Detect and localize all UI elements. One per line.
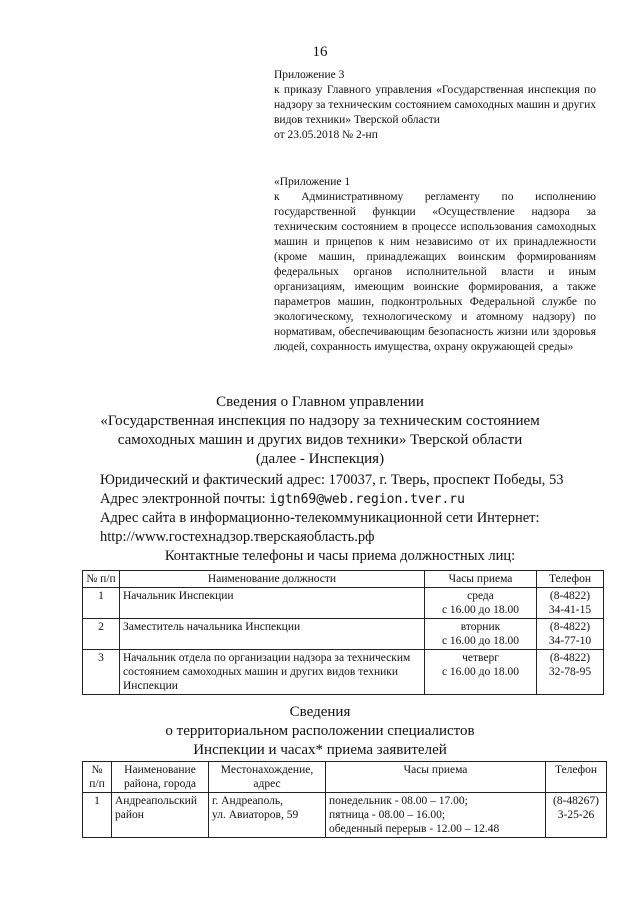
appendix-3-block (274, 68, 596, 143)
info-heading-line: самоходных машин и других видов техники» Тверской области (117, 432, 523, 448)
cell-hours (425, 588, 537, 619)
contacts-table (82, 570, 604, 695)
appendix-3-text: к приказу Главного управления «Государственная инспекция по надзору за техническим состоянием самоходных машин и других видов техники» Тверской области (274, 84, 596, 126)
phone-number: 34-41-15 (548, 604, 592, 616)
info-heading-line: (далее - Инспекция) (255, 451, 385, 467)
cell-day: вторник (460, 621, 501, 633)
cell-hours (425, 650, 537, 695)
info-heading-line: Сведения о Главном управлении (216, 394, 424, 410)
hours-line: обеденный перерыв - 12.00 – 12.48 (329, 823, 500, 835)
cell-position: Начальник отдела по организации надзора за техническим состоянием самоходных машин и других видов техники Инспекции (120, 650, 425, 695)
table-row (83, 588, 604, 619)
site-label: Адрес сайта в информационно-телекоммуникационной сети Интернет: (100, 510, 540, 526)
hours-line: понедельник - 08.00 – 17.00; (329, 795, 468, 807)
cell-time: с 16.00 до 18.00 (441, 604, 520, 616)
info-heading (60, 393, 580, 469)
table-row (83, 619, 604, 650)
header-phone: Телефон (546, 762, 607, 793)
phone-number: 3-25-26 (557, 809, 595, 821)
header-phone: Телефон (537, 571, 604, 588)
cell-num: 1 (83, 588, 120, 619)
contacts-title: Контактные телефоны и часы приема должностных лиц: (164, 548, 516, 564)
cell-hours (425, 619, 537, 650)
territorial-heading (60, 703, 580, 760)
header-address: Местонахождение, адрес (209, 762, 326, 793)
info-heading-line: «Государственная инспекция по надзору за техническим состоянием (100, 413, 540, 429)
phone-code: (8-4822) (549, 621, 591, 633)
header-district: Наименование района, города (112, 762, 209, 793)
appendix-3-date: от 23.05.2018 № 2-нп (274, 129, 378, 141)
territorial-heading-line: о территориальном расположении специалистов (165, 723, 475, 739)
header-num: № п/п (83, 762, 112, 793)
cell-num: 3 (83, 650, 120, 695)
header-hours: Часы приема (425, 571, 537, 588)
email-link[interactable]: igtn69@web.region.tver.ru (269, 492, 465, 507)
appendix-3-title: Приложение 3 (274, 69, 345, 81)
header-hours: Часы приема (326, 762, 546, 793)
cell-num: 2 (83, 619, 120, 650)
territorial-table (82, 761, 607, 838)
cell-position: Заместитель начальника Инспекции (120, 619, 425, 650)
phone-number: 32-78-95 (548, 666, 592, 678)
address-line: г. Андреаполь, (212, 795, 284, 807)
territorial-heading-line: Инспекции и часах* приема заявителей (193, 742, 447, 758)
email-row (100, 490, 580, 509)
address-block (100, 471, 580, 547)
territorial-heading-line: Сведения (289, 704, 351, 720)
phone-number: 34-77-10 (548, 635, 592, 647)
cell-address (209, 793, 326, 838)
cell-phone (537, 619, 604, 650)
appendix-1-block (274, 175, 596, 355)
site-link[interactable]: http://www.гостехнадзор.тверскаяобласть.рф (100, 529, 375, 545)
phone-code: (8-4822) (549, 590, 591, 602)
cell-time: с 16.00 до 18.00 (441, 666, 520, 678)
cell-num: 1 (83, 793, 112, 838)
hours-line: пятница - 08.00 – 16.00; (329, 809, 446, 821)
table-row (83, 793, 607, 838)
cell-district: Андреапольский район (112, 793, 209, 838)
page-number: 16 (312, 44, 328, 60)
cell-phone (537, 588, 604, 619)
cell-day: четверг (462, 652, 499, 664)
cell-day: среда (467, 590, 494, 602)
phone-code: (8-4822) (549, 652, 591, 664)
table-header-row (83, 571, 604, 588)
phone-code: (8-48267) (553, 795, 599, 807)
email-label: Адрес электронной почты: (100, 491, 270, 507)
legal-address: Юридический и фактический адрес: 170037, г. Тверь, проспект Победы, 53 (100, 472, 564, 488)
appendix-1-title: «Приложение 1 (274, 176, 351, 188)
cell-phone (546, 793, 607, 838)
cell-position: Начальник Инспекции (120, 588, 425, 619)
cell-phone (537, 650, 604, 695)
address-line: ул. Авиаторов, 59 (212, 809, 299, 821)
header-position: Наименование должности (120, 571, 425, 588)
cell-time: с 16.00 до 18.00 (441, 635, 520, 647)
appendix-1-text: к Административному регламенту по исполнению государственной функции «Осуществление надзора за техническим состоянием в процессе использования самоходных машин и прицепов к ним независимо от их принадлежности (кроме машин, принадлежащих воинским формированиям федеральных органов исполнительной власти и иным организациям, имеющим воинские формирования, а также параметров машин, подконтрольных Федеральной службе по экологическому, технологическому и атомному надзору) по нормативам, обеспечивающим безопасность жизни или здоровья людей, сохранность имущества, охрану окружающей среды» (274, 191, 596, 353)
table-row (83, 650, 604, 695)
header-num: № п/п (83, 571, 120, 588)
cell-hours (326, 793, 546, 838)
table-header-row (83, 762, 607, 793)
